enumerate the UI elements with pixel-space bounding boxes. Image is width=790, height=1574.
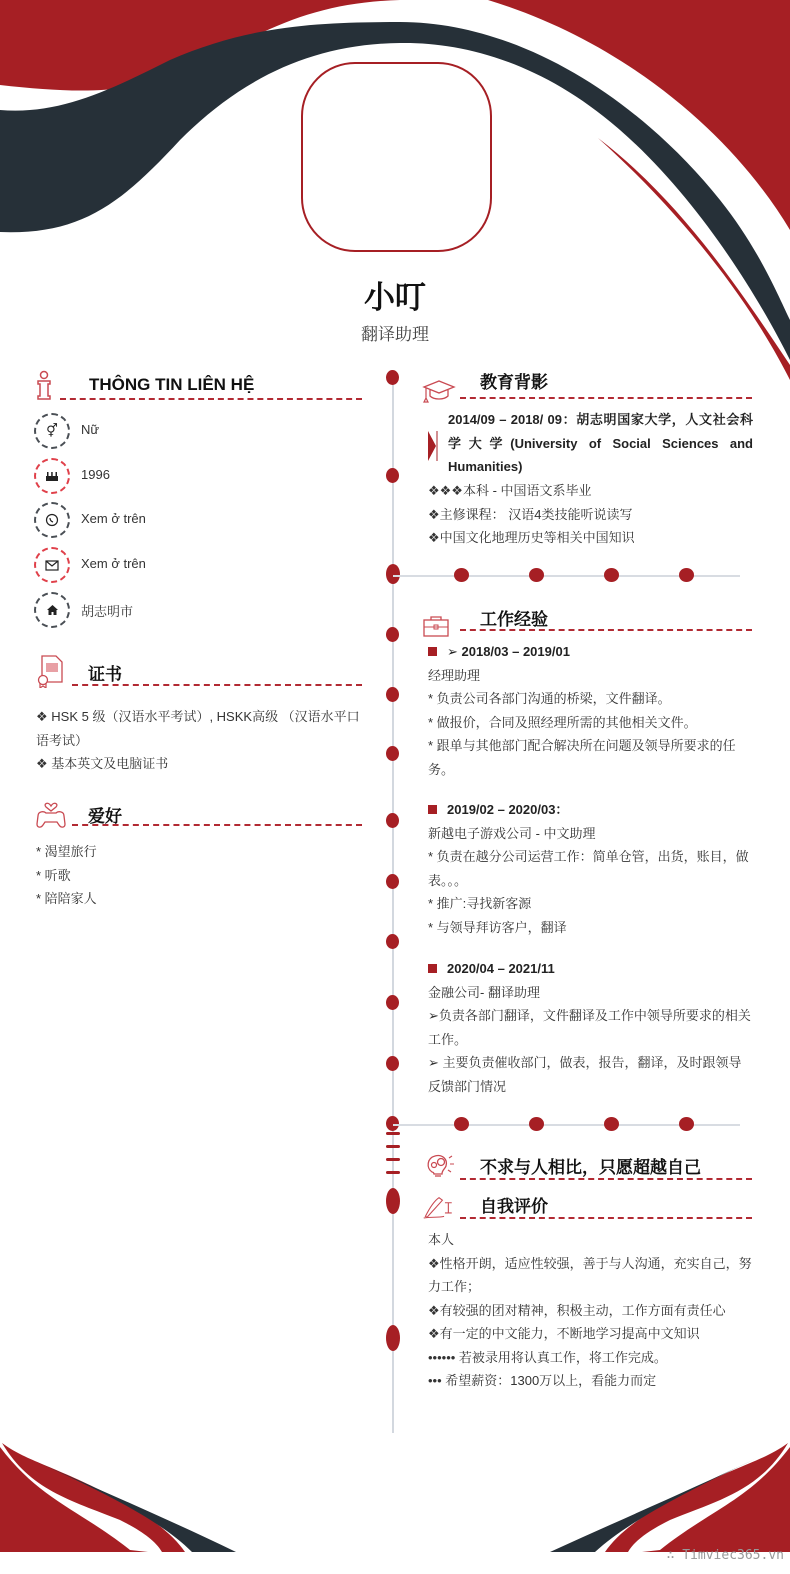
whatsapp-phone-icon	[34, 502, 70, 538]
triangle-marker-icon	[428, 431, 438, 461]
timeline-dot	[386, 1188, 400, 1214]
education-heading: 2014/09 – 2018/ 09：胡志明国家大学，人文社会科学大学(University of Social Sciences and Humanities)	[448, 412, 753, 474]
contact-item-phone	[34, 502, 364, 538]
job-entry-2	[428, 798, 754, 939]
profile-photo-frame	[301, 62, 492, 252]
job-entry-3	[428, 957, 754, 1098]
job-role: 新越电子游戏公司 - 中文助理	[428, 825, 596, 841]
job-period: ➢ 2018/03 – 2019/01	[447, 644, 570, 659]
timeline-dot	[386, 1056, 399, 1071]
contact-item-address	[34, 592, 364, 628]
candidate-name: 小叮	[364, 280, 426, 315]
self-eval-line: •••••• 若被录用将认真工作，将工作完成。	[428, 1349, 667, 1365]
timeline-dot	[386, 874, 399, 889]
timeline-vertical-line	[392, 378, 394, 1433]
job-duty: * 负责在越分公司运营工作：简单仓管，出货，账目，做表。。。	[428, 849, 749, 888]
square-bullet-icon	[428, 964, 437, 973]
contact-item-gender	[34, 413, 364, 449]
phone-value: Xem ở trên	[81, 511, 146, 526]
birthyear-value: 1996	[81, 467, 110, 482]
birthday-cake-icon	[34, 458, 70, 494]
certificate-icon	[34, 654, 68, 688]
gamepad-heart-icon	[34, 796, 68, 830]
contact-section-title: THÔNG TIN LIÊN HỆ	[89, 375, 255, 394]
square-bullet-icon	[428, 647, 437, 656]
experience-section-title: 工作经验	[480, 610, 548, 629]
timeline-dot	[679, 1117, 694, 1131]
experience-section-header	[422, 603, 752, 637]
briefcase-icon	[422, 610, 456, 644]
timeline-dot	[386, 627, 399, 642]
envelope-icon	[34, 547, 70, 583]
square-bullet-icon	[428, 805, 437, 814]
contact-item-email	[34, 547, 364, 583]
timeline-tick	[386, 1158, 400, 1161]
motto-section-header	[422, 1150, 752, 1184]
timeline-dot	[454, 1117, 469, 1131]
contact-section-header	[34, 370, 362, 404]
pen-writing-icon	[422, 1190, 456, 1224]
education-line: ❖中国文化地理历史等相关中国知识	[428, 530, 635, 545]
section-divider	[72, 684, 362, 686]
timeline-dot	[386, 687, 399, 702]
graduation-cap-icon	[422, 374, 456, 408]
job-duty: * 推广:寻找新客源	[428, 896, 532, 911]
lightbulb-gears-icon	[422, 1150, 456, 1184]
job-role: 经理助理	[428, 667, 481, 683]
self-evaluation-title: 自我评价	[480, 1197, 548, 1216]
job-role: 金融公司- 翻译助理	[428, 984, 540, 1000]
job-duty: * 与领导拜访客户，翻译	[428, 919, 567, 935]
job-period: 2020/04 – 2021/11	[447, 961, 555, 976]
self-eval-line: ❖有一定的中文能力，不断地学习提高中文知识	[428, 1326, 700, 1341]
hobbies-list	[36, 840, 356, 911]
self-evaluation-section-header	[422, 1190, 752, 1224]
section-divider	[460, 629, 752, 631]
certificate-item: ❖ HSK 5 级（汉语水平考试）, HSKK高级 （汉语水平口语考试）	[36, 709, 360, 748]
section-divider	[460, 1178, 752, 1180]
hobbies-section-title: 爱好	[88, 807, 122, 826]
certificates-section-title: 证书	[88, 665, 122, 684]
timeline-dot	[386, 564, 400, 584]
job-duty: ➢ 主要负责催收部门，做表，报告，翻译，及时跟领导反馈部门情况	[428, 1055, 742, 1094]
timeline-dot	[386, 995, 399, 1010]
timeline-dot	[386, 468, 399, 483]
home-icon	[34, 592, 70, 628]
timeline-dot	[529, 568, 544, 582]
job-title: 翻译助理	[361, 325, 429, 344]
hobby-item: * 陪陪家人	[36, 891, 97, 906]
job-period: 2019/02 – 2020/03：	[447, 802, 569, 817]
gender-icon: ⚥	[34, 413, 70, 449]
timeline-dot	[386, 1325, 400, 1351]
education-section-header	[422, 366, 752, 400]
self-eval-line: ••• 希望薪资：1300万以上，看能力而定	[428, 1373, 657, 1388]
education-details	[428, 479, 753, 550]
section-divider	[460, 397, 752, 399]
self-evaluation-content	[428, 1228, 754, 1393]
job-duty: * 负责公司各部门沟通的桥梁，文件翻译。	[428, 691, 671, 706]
timeline-dot	[604, 568, 619, 582]
timeline-dot	[386, 370, 399, 385]
gender-value: Nữ	[81, 422, 100, 437]
education-line: ❖主修课程： 汉语4类技能听说读写	[428, 506, 633, 522]
section-divider	[60, 398, 362, 400]
certificates-section-header	[34, 654, 362, 688]
hobby-item: * 听歌	[36, 867, 71, 883]
self-eval-line: 本人	[428, 1232, 455, 1247]
job-entry-1	[428, 640, 754, 781]
timeline-dot	[604, 1117, 619, 1131]
timeline-dot	[386, 934, 399, 949]
timeline-dot	[386, 813, 399, 828]
timeline-tick	[386, 1171, 400, 1174]
email-value: Xem ở trên	[81, 556, 146, 571]
address-value: 胡志明市	[81, 604, 134, 619]
section-divider	[72, 824, 362, 826]
self-eval-line: ❖有较强的团对精神，积极主动，工作方面有责任心	[428, 1302, 726, 1318]
motto-text: 不求与人相比，只愿超越自己	[480, 1158, 701, 1177]
certificates-list	[36, 705, 366, 776]
watermark: ∴ Timviec365.vn	[666, 1548, 784, 1563]
job-duty: * 做报价，合同及照经理所需的其他相关文件。	[428, 714, 697, 730]
education-line: ❖❖❖本科 - 中国语文系毕业	[428, 483, 592, 498]
timeline-tick	[386, 1145, 400, 1148]
section-divider	[460, 1217, 752, 1219]
contact-item-birthyear	[34, 458, 364, 494]
job-duty: ➢负责各部门翻译，文件翻译及工作中领导所要求的相关工作。	[428, 1008, 751, 1047]
timeline-tick	[386, 1132, 400, 1135]
timeline-dot	[386, 746, 399, 761]
timeline-dot	[529, 1117, 544, 1131]
hobbies-section-header	[34, 796, 362, 830]
job-duty: * 跟单与其他部门配合解决所在问题及领导所要求的任务。	[428, 738, 736, 777]
education-section-title: 教育背影	[480, 373, 548, 392]
certificate-item: ❖ 基本英文及电脑证书	[36, 756, 169, 771]
timeline-dot	[454, 568, 469, 582]
timeline-dot	[679, 568, 694, 582]
self-eval-line: ❖性格开朗，适应性较强，善于与人沟通，充实自己，努力工作；	[428, 1255, 752, 1294]
hobby-item: * 渴望旅行	[36, 844, 97, 859]
